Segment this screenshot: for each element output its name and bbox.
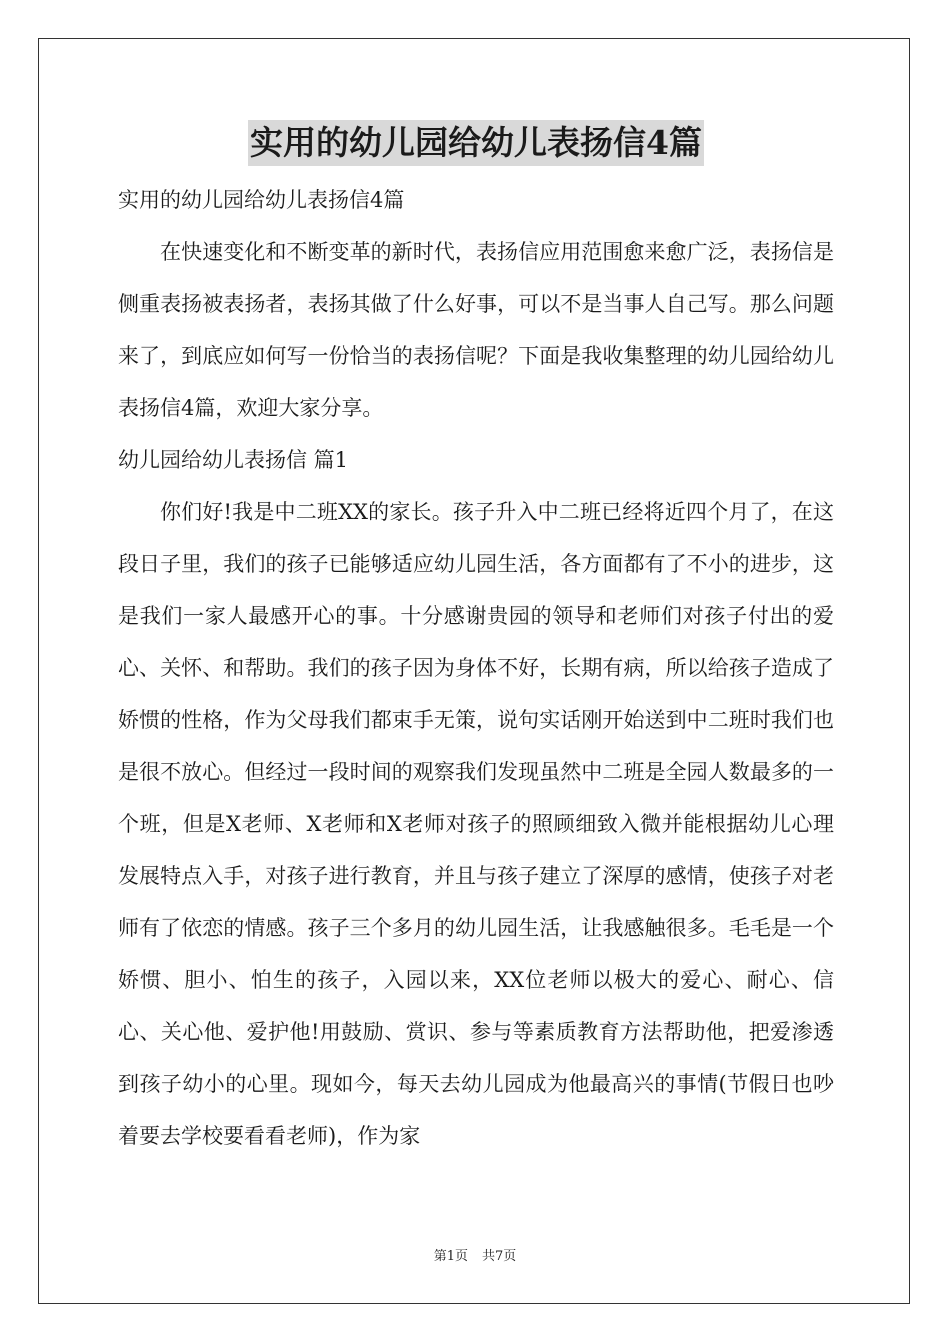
- document-body: [118, 120, 834, 1162]
- page-number: 第1页: [433, 1249, 468, 1264]
- title-container: [118, 120, 834, 174]
- page-footer: [0, 1245, 950, 1264]
- letter-paragraph: 你们好!我是中二班XX的家长。孩子升入中二班已经将近四个月了，在这段日子里，我们的孩子已能够适应幼儿园生活，各方面都有了不小的进步，这是我们一家人最感开心的事。十分感谢贵园的领导和老师们对孩子付出的爱心、关怀、和帮助。我们的孩子因为身体不好，长期有病，所以给孩子造成了娇惯的性格，作为父母我们都束手无策，说句实话刚开始送到中二班时我们也是很不放心。但经过一段时间的观察我们发现虽然中二班是全园人数最多的一个班，但是X老师、X老师和X老师对孩子的照顾细致入微并能根据幼儿心理发展特点入手，对孩子进行教育，并且与孩子建立了深厚的感情，使孩子对老师有了依恋的情感。孩子三个多月的幼儿园生活，让我感触很多。毛毛是一个娇惯、胆小、怕生的孩子，入园以来，XX位老师以极大的爱心、耐心、信心、关心他、爱护他!用鼓励、赏识、参与等素质教育方法帮助他，把爱渗透到孩子幼小的心里。现如今，每天去幼儿园成为他最高兴的事情(节假日也吵着要去学校要看看老师)，作为家: [118, 500, 834, 1148]
- page-total: 共7页: [482, 1249, 517, 1264]
- section-heading: 幼儿园给幼儿表扬信 篇1: [118, 448, 349, 472]
- document-title: 实用的幼儿园给幼儿表扬信4篇: [248, 120, 704, 166]
- subtitle-line: 实用的幼儿园给幼儿表扬信4篇: [118, 188, 405, 212]
- intro-paragraph: 在快速变化和不断变革的新时代，表扬信应用范围愈来愈广泛，表扬信是侧重表扬被表扬者，表扬其做了什么好事，可以不是当事人自己写。那么问题来了，到底应如何写一份恰当的表扬信呢？下面是我收集整理的幼儿园给幼儿表扬信4篇，欢迎大家分享。: [118, 240, 834, 420]
